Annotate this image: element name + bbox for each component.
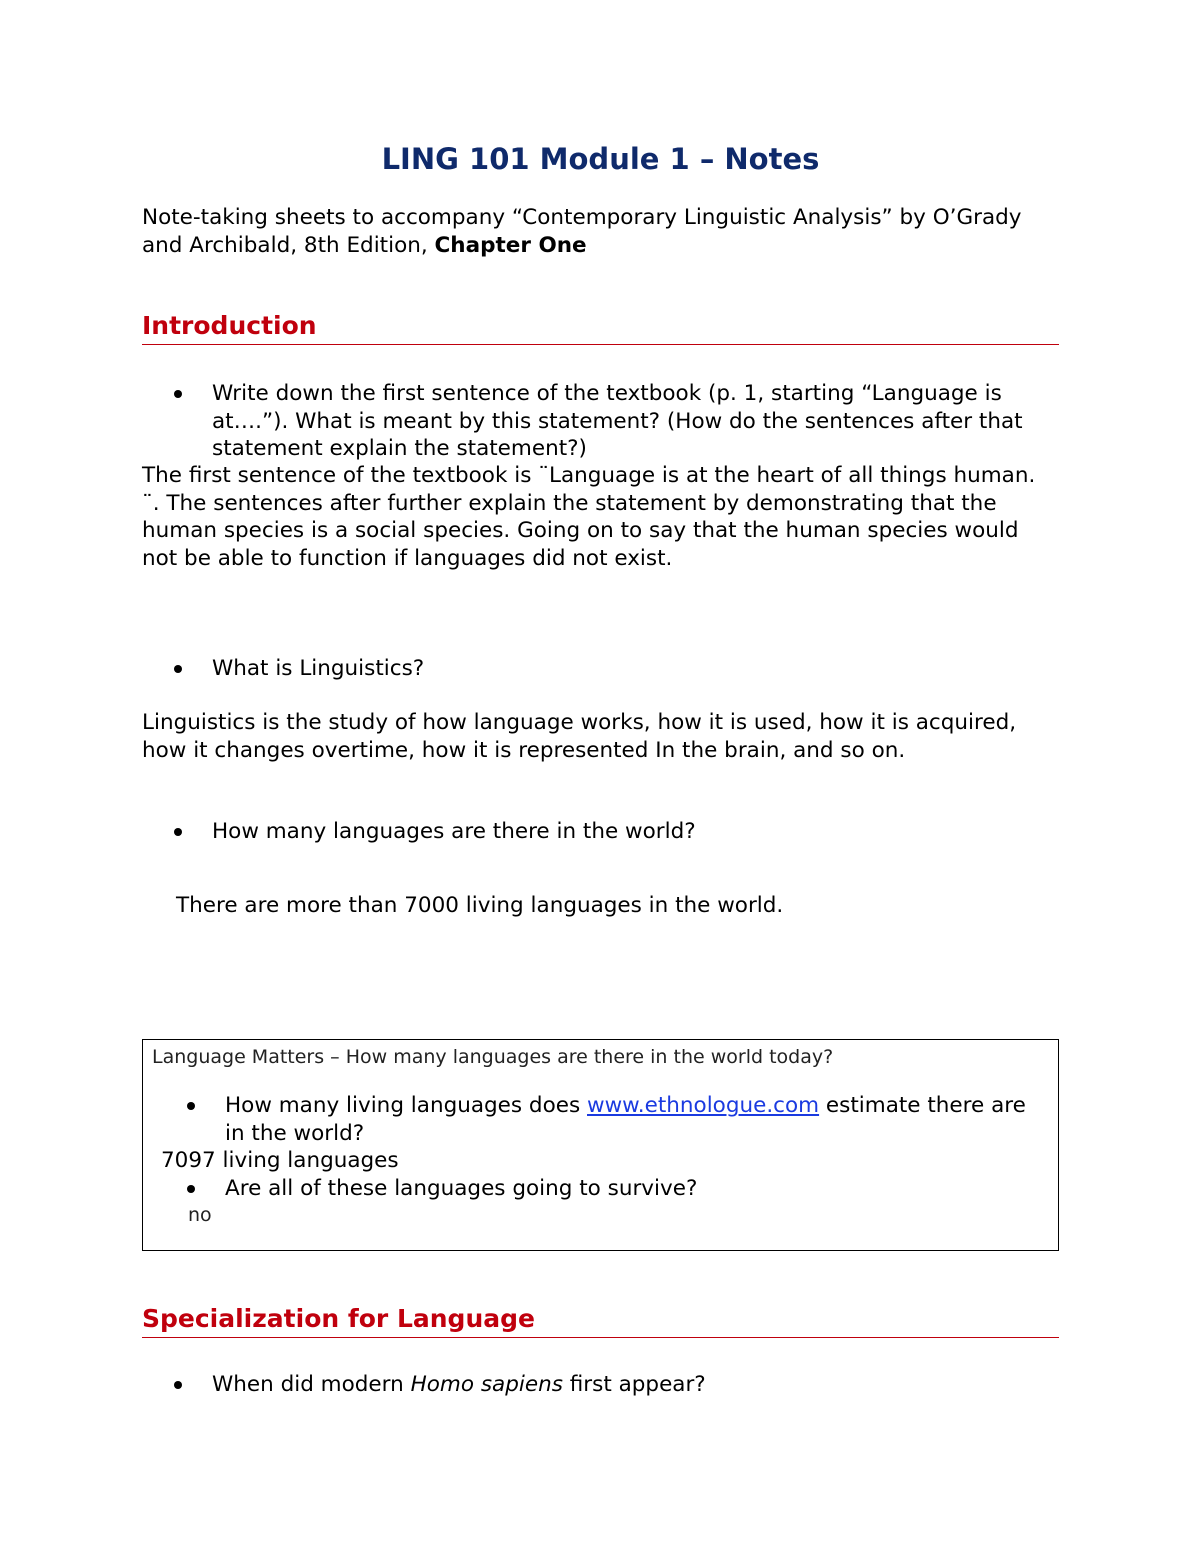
- bullet-icon: [174, 1381, 182, 1389]
- specialization-question-1: [172, 1371, 1059, 1399]
- box-question-2-text: Are all of these languages going to survive?: [225, 1176, 698, 1201]
- introduction-heading: Introduction: [142, 310, 1059, 345]
- box-question-1-before: How many living languages does: [225, 1093, 581, 1118]
- subtitle-text: Note-taking sheets to accompany “Contemporary Linguistic Analysis” by O’Grady and Archibald, 8th Edition,: [142, 205, 1022, 258]
- intro-question-3-text: How many languages are there in the world?: [212, 819, 696, 844]
- intro-question-3: [172, 818, 1059, 846]
- bullet-icon: [187, 1102, 195, 1110]
- box-question-1-after: estimate there are in the world?: [225, 1093, 1026, 1146]
- language-matters-box: [142, 1039, 1059, 1251]
- bullet-icon: [174, 665, 182, 673]
- page-title: LING 101 Module 1 – Notes: [381, 142, 820, 176]
- box-question-2: [185, 1175, 1045, 1203]
- specialization-question-1-italic: Homo sapiens: [410, 1372, 563, 1397]
- bullet-icon: [187, 1185, 195, 1193]
- intro-question-1-text: Write down the first sentence of the textbook (p. 1, starting “Language is at….”). What is meant by this statement? (How do the sentences after that statement explain the statement?): [212, 381, 1023, 461]
- specialization-heading: Specialization for Language: [142, 1303, 1059, 1338]
- intro-question-2: [172, 655, 1059, 683]
- subtitle-chapter: Chapter One: [434, 233, 587, 258]
- intro-answer-2: Linguistics is the study of how language works, how it is used, how it is acquired, how it changes overtime, how it is represented In the brain, and so on.: [142, 710, 1017, 763]
- bullet-icon: [174, 390, 182, 398]
- intro-answer-1: The first sentence of the textbook is ¨Language is at the heart of all things human. ¨. The sentences after further explain the statement by demonstrating that the human species is a social species. Going on to say that the human species would not be able to function if languages did not exist.: [142, 463, 1036, 571]
- specialization-question-1-before: When did modern: [212, 1372, 404, 1397]
- ethnologue-link[interactable]: www.ethnologue.com: [587, 1093, 820, 1118]
- intro-question-1: [172, 380, 1059, 463]
- box-answer-2: no: [188, 1204, 212, 1226]
- box-answer-1: 7097 living languages: [161, 1148, 399, 1173]
- box-question-1: [185, 1092, 1045, 1147]
- intro-answer-3: There are more than 7000 living languages in the world.: [176, 893, 784, 918]
- bullet-icon: [174, 828, 182, 836]
- language-matters-caption: Language Matters – How many languages are there in the world today?: [152, 1046, 834, 1068]
- specialization-question-1-after: first appear?: [569, 1372, 706, 1397]
- subtitle: [142, 204, 1059, 260]
- intro-question-2-text: What is Linguistics?: [212, 656, 425, 681]
